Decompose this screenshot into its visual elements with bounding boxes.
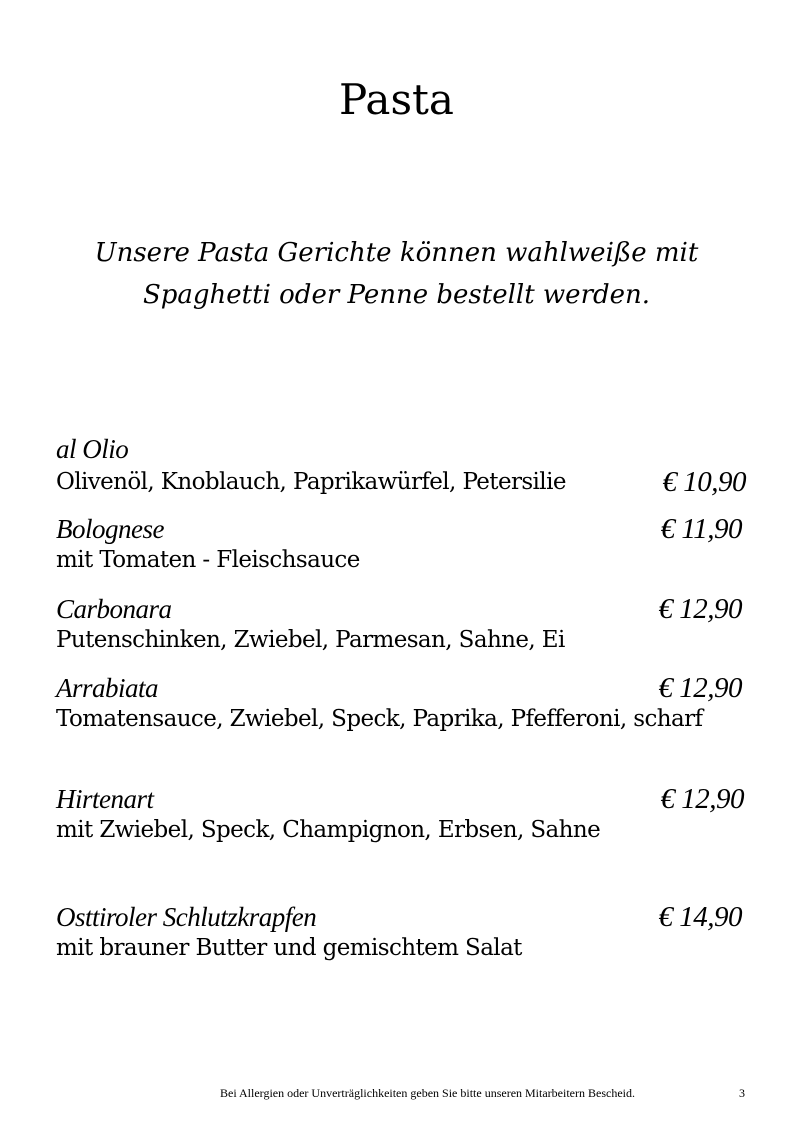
item-name: Carbonara	[56, 594, 172, 624]
item-name: al Olio	[56, 434, 129, 464]
item-description: Tomatensauce, Zwiebel, Speck, Paprika, Pfefferoni, scharf	[56, 706, 703, 732]
item-name: Osttiroler Schlutzkrapfen	[56, 902, 317, 932]
page-title: Pasta	[339, 75, 454, 124]
intro-text	[0, 232, 793, 316]
item-price: € 11,90	[660, 513, 742, 545]
intro-line-2: Spaghetti oder Penne bestellt werden.	[142, 280, 651, 310]
item-name: Hirtenart	[56, 784, 154, 814]
item-description: Olivenöl, Knoblauch, Paprikawürfel, Petersilie	[56, 469, 566, 495]
item-price: € 12,90	[660, 783, 744, 815]
item-description: mit Zwiebel, Speck, Champignon, Erbsen, Sahne	[56, 817, 601, 843]
item-price: € 12,90	[658, 672, 742, 704]
allergy-note: Bei Allergien oder Unverträglichkeiten geben Sie bitte unseren Mitarbeitern Bescheid.	[220, 1086, 635, 1100]
item-price: € 12,90	[658, 593, 742, 625]
item-name: Bolognese	[56, 514, 164, 544]
item-price: € 14,90	[658, 901, 742, 933]
intro-line-1: Unsere Pasta Gerichte können wahlweiße mit	[94, 238, 699, 268]
item-description: mit brauner Butter und gemischtem Salat	[56, 935, 522, 961]
item-description: Putenschinken, Zwiebel, Parmesan, Sahne, Ei	[56, 627, 565, 653]
item-price: € 10,90	[662, 466, 746, 498]
item-description: mit Tomaten - Fleischsauce	[56, 547, 360, 573]
page-number: 3	[739, 1086, 745, 1100]
item-name: Arrabiata	[56, 673, 159, 703]
